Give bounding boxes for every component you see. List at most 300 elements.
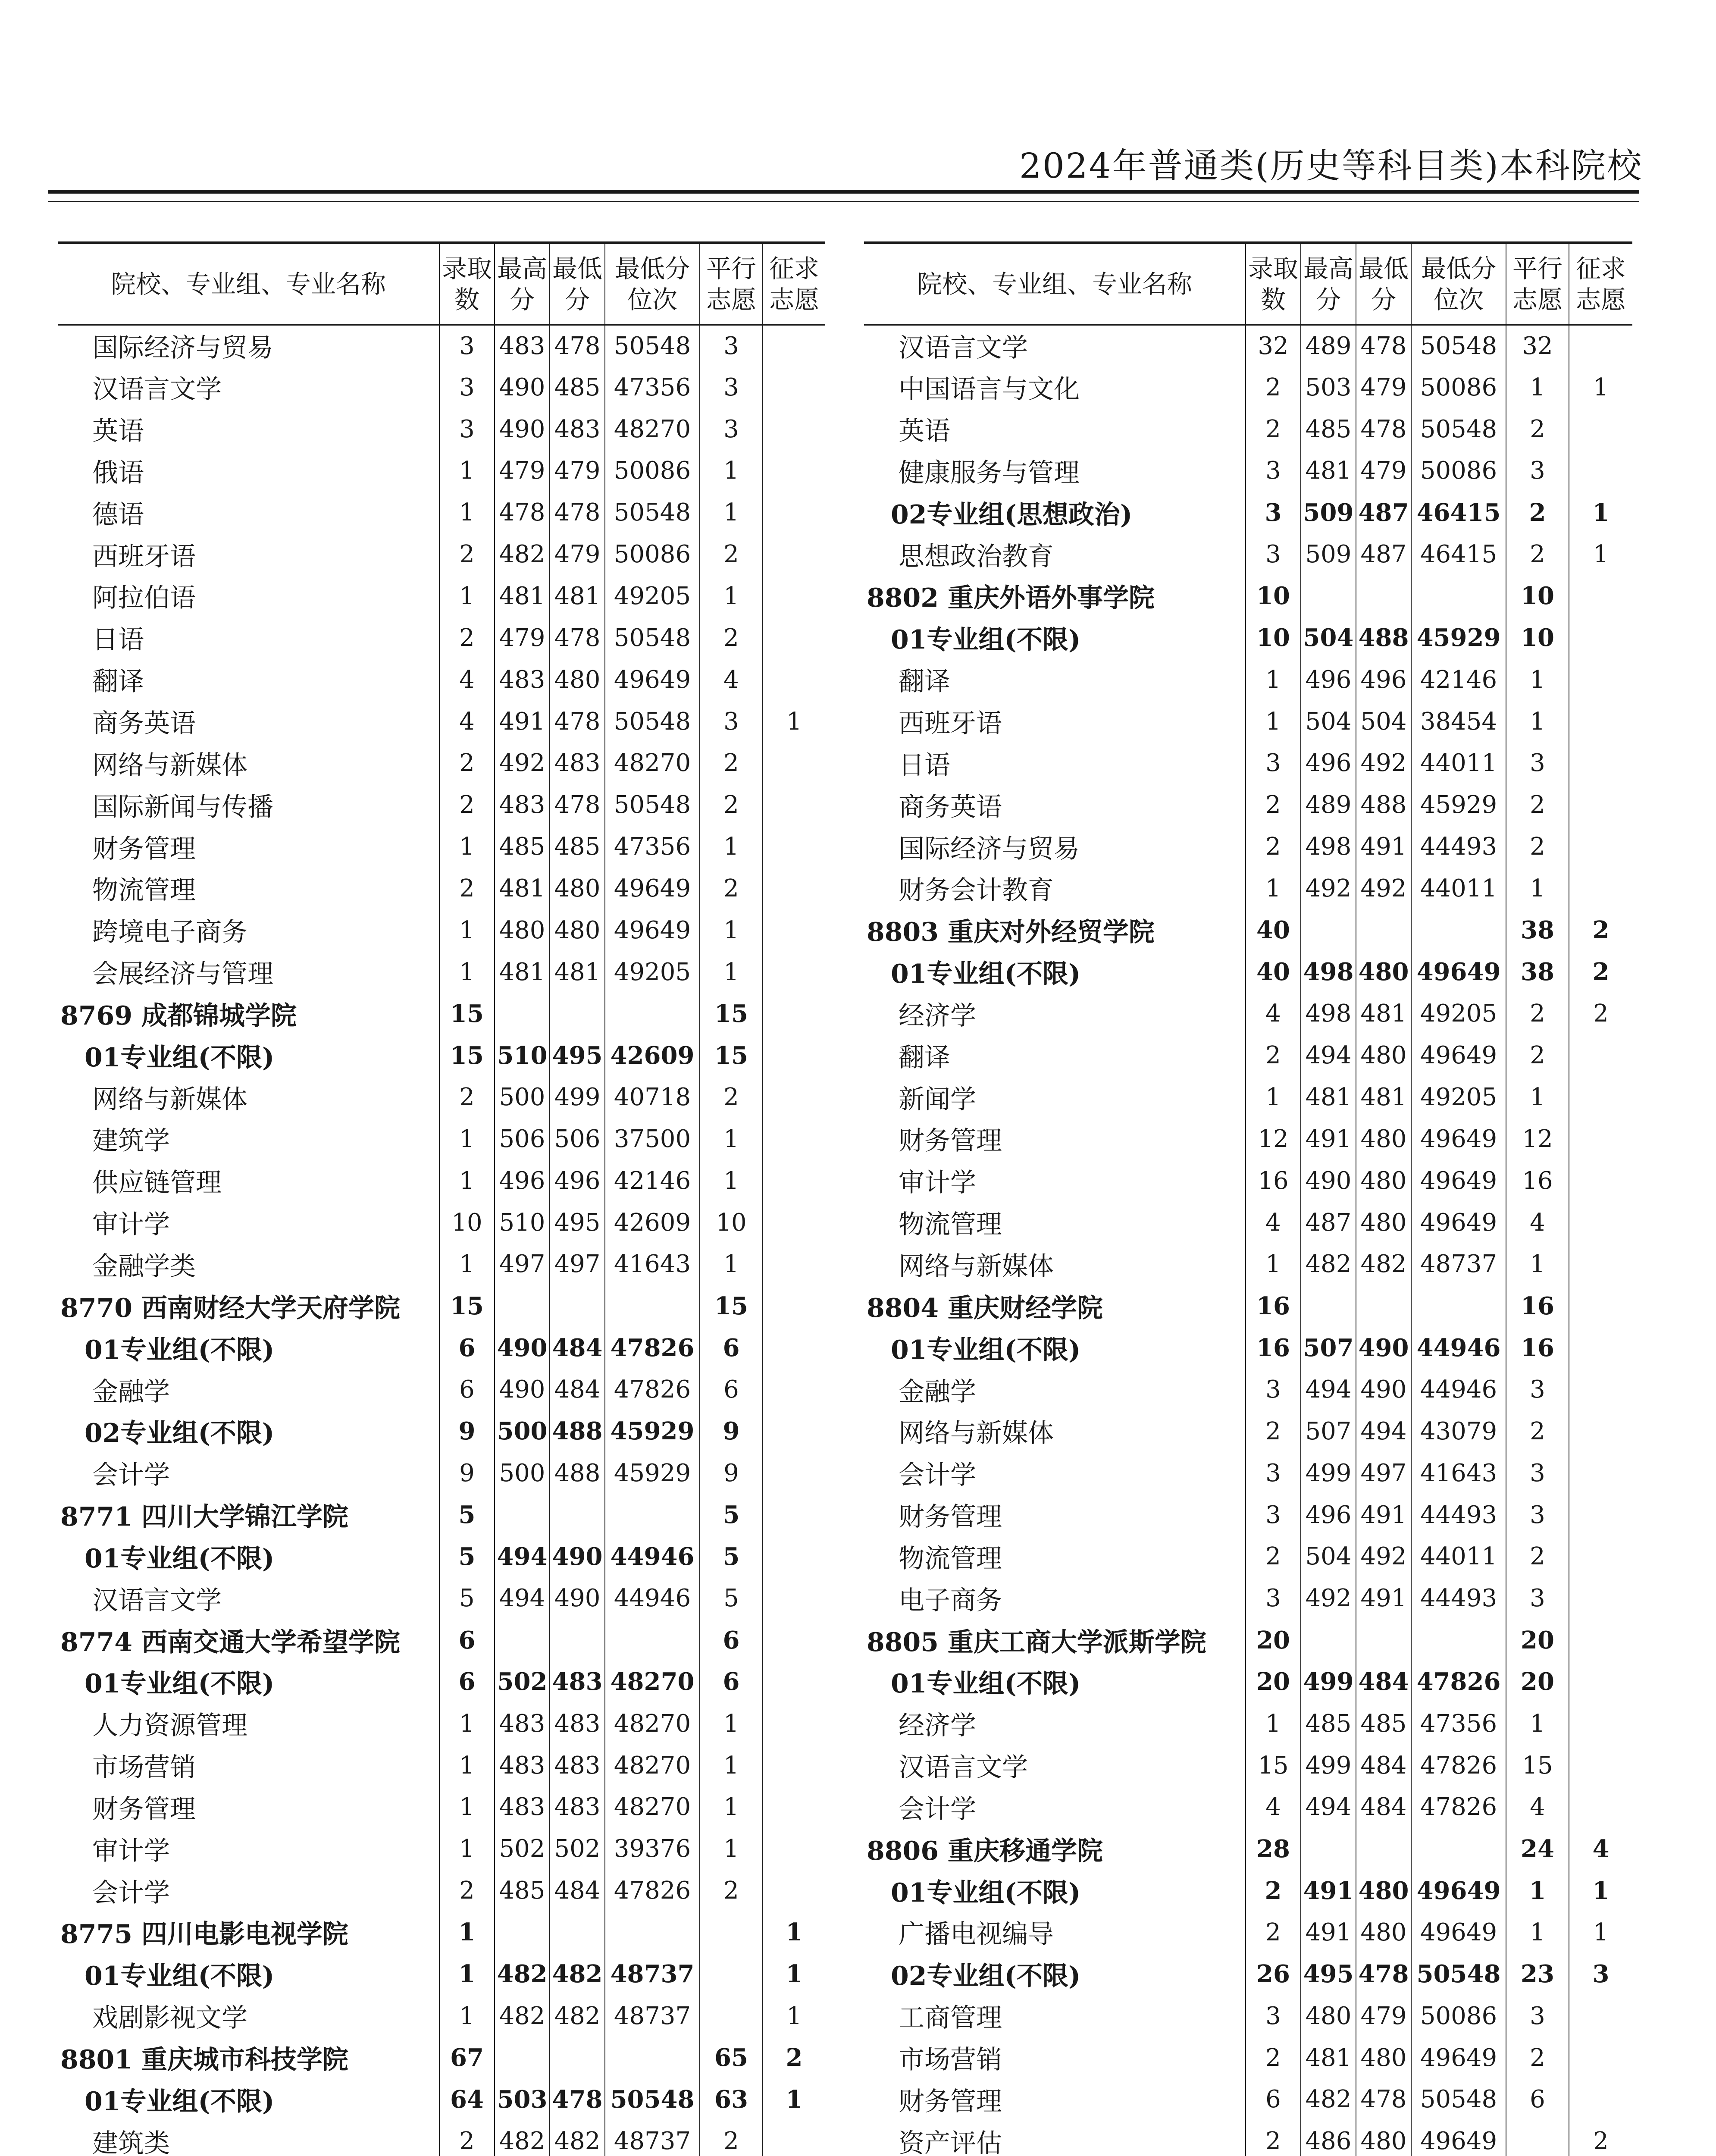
solicit-cell <box>1569 1285 1632 1327</box>
school-row <box>864 909 1632 951</box>
name-cell: 跨境电子商务 <box>92 917 247 948</box>
min-rank-cell: 48270 <box>605 1745 700 1786</box>
name-cell: 8806 重庆移通学院 <box>867 1836 1103 1866</box>
name-cell: 01专业组(不限) <box>85 1543 275 1574</box>
major-row <box>58 325 825 367</box>
major-row <box>864 533 1632 575</box>
solicit-cell <box>1569 575 1632 617</box>
min-rank-cell: 47826 <box>605 1870 700 1912</box>
min-score-cell: 485 <box>550 826 605 868</box>
max-score-cell: 489 <box>1301 325 1356 367</box>
admitted-cell: 2 <box>1246 2120 1301 2156</box>
parallel-cell: 3 <box>700 701 763 743</box>
admitted-cell: 67 <box>439 2037 495 2079</box>
min-rank-cell: 48270 <box>605 1786 700 1828</box>
parallel-cell: 1 <box>1506 868 1569 909</box>
min-rank-cell: 49649 <box>1411 1034 1506 1076</box>
min-score-cell: 479 <box>550 533 605 575</box>
parallel-cell: 15 <box>700 993 763 1035</box>
name-cell: 01专业组(不限) <box>85 1042 275 1073</box>
parallel-cell: 1 <box>700 1118 763 1160</box>
parallel-cell: 65 <box>700 2037 763 2079</box>
min-rank-cell: 47826 <box>1411 1661 1506 1703</box>
solicit-cell <box>1569 1577 1632 1619</box>
parallel-cell: 2 <box>700 2120 763 2156</box>
solicit-cell <box>763 1494 825 1536</box>
max-score-cell: 496 <box>1301 742 1356 784</box>
min-rank-cell: 48737 <box>605 1953 700 1995</box>
major-row <box>58 2120 825 2156</box>
max-score-cell: 490 <box>495 1369 550 1410</box>
parallel-cell: 3 <box>700 325 763 367</box>
name-cell: 翻译 <box>92 667 144 697</box>
major-row <box>864 1745 1632 1786</box>
min-rank-cell <box>605 1619 700 1661</box>
max-score-cell <box>1301 1619 1356 1661</box>
solicit-cell <box>1569 1160 1632 1202</box>
solicit-cell <box>763 1076 825 1118</box>
min-score-cell: 497 <box>1356 1452 1411 1494</box>
solicit-cell <box>763 1745 825 1786</box>
min-rank-cell: 45929 <box>605 1410 700 1452</box>
admitted-cell: 2 <box>439 617 495 659</box>
major-group-row <box>58 1327 825 1369</box>
name-cell: 8769 成都锦城学院 <box>60 1000 297 1031</box>
min-rank-cell: 50548 <box>605 2078 700 2120</box>
max-score-cell <box>1301 1285 1356 1327</box>
min-score-cell: 484 <box>550 1369 605 1410</box>
min-rank-cell: 49649 <box>605 868 700 909</box>
min-rank-cell: 44946 <box>605 1536 700 1577</box>
admitted-cell: 3 <box>439 367 495 408</box>
min-rank-cell: 50086 <box>605 450 700 492</box>
min-score-cell: 484 <box>1356 1786 1411 1828</box>
max-score-cell: 494 <box>495 1536 550 1577</box>
admitted-cell: 1 <box>439 826 495 868</box>
col-header-max-score: 最高分 <box>495 243 550 325</box>
min-rank-cell: 44011 <box>1411 1536 1506 1577</box>
admitted-cell: 2 <box>439 533 495 575</box>
min-score-cell: 478 <box>550 617 605 659</box>
solicit-cell <box>1569 1452 1632 1494</box>
parallel-cell: 10 <box>1506 617 1569 659</box>
major-group-row <box>864 492 1632 533</box>
admitted-cell: 2 <box>1246 1034 1301 1076</box>
name-cell: 戏剧影视文学 <box>92 2003 247 2034</box>
max-score-cell: 483 <box>495 1745 550 1786</box>
solicit-cell <box>763 1619 825 1661</box>
min-rank-cell: 49205 <box>605 951 700 993</box>
max-score-cell: 485 <box>495 1870 550 1912</box>
min-score-cell: 491 <box>1356 1494 1411 1536</box>
parallel-cell: 24 <box>1506 1828 1569 1870</box>
min-score-cell: 482 <box>550 1995 605 2037</box>
max-score-cell: 500 <box>495 1410 550 1452</box>
min-score-cell: 487 <box>1356 492 1411 533</box>
admitted-cell: 9 <box>439 1410 495 1452</box>
min-rank-cell: 46415 <box>1411 533 1506 575</box>
solicit-cell <box>1569 659 1632 701</box>
major-row <box>864 1244 1632 1285</box>
solicit-cell <box>1569 1661 1632 1703</box>
major-row <box>864 450 1632 492</box>
major-row <box>864 2078 1632 2120</box>
max-score-cell: 482 <box>495 1953 550 1995</box>
major-row <box>864 1494 1632 1536</box>
school-row <box>58 2037 825 2079</box>
major-row <box>58 617 825 659</box>
admitted-cell: 1 <box>439 492 495 533</box>
admitted-cell: 10 <box>1246 617 1301 659</box>
name-cell: 02专业组(不限) <box>891 1961 1081 1992</box>
max-score-cell: 490 <box>495 408 550 450</box>
max-score-cell: 510 <box>495 1202 550 1244</box>
solicit-cell <box>763 325 825 367</box>
major-group-row <box>58 1536 825 1577</box>
min-score-cell: 478 <box>550 701 605 743</box>
major-row <box>58 868 825 909</box>
name-cell: 8803 重庆对外经贸学院 <box>867 917 1155 948</box>
solicit-cell <box>763 868 825 909</box>
parallel-cell: 1 <box>1506 1244 1569 1285</box>
parallel-cell: 1 <box>1506 1703 1569 1745</box>
name-cell: 中国语言与文化 <box>899 374 1080 405</box>
solicit-cell <box>1569 2078 1632 2120</box>
min-rank-cell: 49649 <box>1411 1912 1506 1953</box>
max-score-cell <box>495 1619 550 1661</box>
min-rank-cell: 49205 <box>1411 993 1506 1035</box>
max-score-cell: 482 <box>495 2120 550 2156</box>
parallel-cell <box>700 1995 763 2037</box>
admitted-cell: 15 <box>439 1034 495 1076</box>
name-cell: 审计学 <box>899 1168 976 1198</box>
major-group-row <box>864 1327 1632 1369</box>
name-cell: 网络与新媒体 <box>899 1251 1054 1282</box>
admitted-cell: 1 <box>1246 868 1301 909</box>
min-rank-cell: 44493 <box>1411 826 1506 868</box>
min-rank-cell: 47356 <box>1411 1703 1506 1745</box>
major-row <box>864 1202 1632 1244</box>
min-rank-cell: 42146 <box>1411 659 1506 701</box>
admitted-cell: 1 <box>439 951 495 993</box>
min-rank-cell: 42609 <box>605 1034 700 1076</box>
min-rank-cell: 49649 <box>1411 1160 1506 1202</box>
name-cell: 8804 重庆财经学院 <box>867 1293 1103 1323</box>
parallel-cell: 2 <box>1506 1536 1569 1577</box>
major-row <box>864 742 1632 784</box>
name-cell: 国际经济与贸易 <box>92 333 273 364</box>
name-cell: 市场营销 <box>899 2045 1002 2075</box>
admitted-cell: 2 <box>439 868 495 909</box>
min-score-cell: 488 <box>550 1452 605 1494</box>
min-score-cell <box>550 1285 605 1327</box>
header-rule-thick <box>48 190 1639 194</box>
min-rank-cell: 50086 <box>1411 450 1506 492</box>
min-score-cell <box>1356 1828 1411 1870</box>
solicit-cell <box>763 1703 825 1745</box>
name-cell: 网络与新媒体 <box>899 1418 1054 1449</box>
parallel-cell: 1 <box>1506 1912 1569 1953</box>
max-score-cell: 481 <box>1301 2037 1356 2079</box>
max-score-cell: 481 <box>495 951 550 993</box>
max-score-cell: 507 <box>1301 1327 1356 1369</box>
min-rank-cell: 40718 <box>605 1076 700 1118</box>
major-row <box>58 1786 825 1828</box>
min-score-cell <box>550 2037 605 2079</box>
admitted-cell: 2 <box>1246 784 1301 826</box>
major-row <box>58 1745 825 1786</box>
col-header-min-rank: 最低分位次 <box>605 243 700 325</box>
parallel-cell: 3 <box>1506 1577 1569 1619</box>
col-header-min-rank: 最低分位次 <box>1411 243 1506 325</box>
parallel-cell: 1 <box>700 1786 763 1828</box>
parallel-cell: 38 <box>1506 951 1569 993</box>
max-score-cell: 482 <box>1301 1244 1356 1285</box>
solicit-cell: 1 <box>763 701 825 743</box>
max-score-cell: 496 <box>495 1160 550 1202</box>
name-cell: 01专业组(不限) <box>85 1335 275 1365</box>
max-score-cell: 491 <box>495 701 550 743</box>
max-score-cell: 492 <box>1301 868 1356 909</box>
min-score-cell: 484 <box>550 1870 605 1912</box>
name-cell: 财务管理 <box>92 834 196 864</box>
name-cell: 汉语言文学 <box>899 1752 1028 1783</box>
major-group-row <box>58 2078 825 2120</box>
name-cell: 财务会计教育 <box>899 875 1054 906</box>
parallel-cell: 1 <box>700 1160 763 1202</box>
min-score-cell: 488 <box>1356 617 1411 659</box>
parallel-cell: 1 <box>700 826 763 868</box>
solicit-cell: 1 <box>763 1953 825 1995</box>
max-score-cell: 494 <box>1301 1786 1356 1828</box>
min-score-cell: 492 <box>1356 742 1411 784</box>
admitted-cell: 2 <box>439 2120 495 2156</box>
admitted-cell: 1 <box>439 1786 495 1828</box>
min-rank-cell <box>1411 1828 1506 1870</box>
header-rule-thin <box>48 201 1639 202</box>
admitted-cell: 26 <box>1246 1953 1301 1995</box>
parallel-cell: 3 <box>1506 450 1569 492</box>
min-score-cell: 497 <box>550 1244 605 1285</box>
parallel-cell: 4 <box>1506 1786 1569 1828</box>
solicit-cell: 1 <box>1569 533 1632 575</box>
name-cell: 会计学 <box>92 1877 170 1908</box>
school-row <box>58 993 825 1035</box>
admitted-cell: 3 <box>1246 742 1301 784</box>
name-cell: 8770 西南财经大学天府学院 <box>60 1293 400 1323</box>
parallel-cell: 6 <box>700 1327 763 1369</box>
min-score-cell: 482 <box>550 1953 605 1995</box>
solicit-cell: 1 <box>763 1995 825 2037</box>
col-header-name: 院校、专业组、专业名称 <box>864 243 1246 325</box>
admitted-cell: 2 <box>439 1076 495 1118</box>
major-row <box>58 1202 825 1244</box>
min-rank-cell <box>605 1494 700 1536</box>
admitted-cell: 1 <box>439 1703 495 1745</box>
admitted-cell: 1 <box>439 575 495 617</box>
name-cell: 工商管理 <box>899 2003 1002 2034</box>
major-row <box>58 1577 825 1619</box>
major-row <box>864 1912 1632 1953</box>
parallel-cell: 2 <box>1506 784 1569 826</box>
parallel-cell: 3 <box>1506 1452 1569 1494</box>
solicit-cell <box>1569 1369 1632 1410</box>
admitted-cell: 6 <box>439 1327 495 1369</box>
min-score-cell: 483 <box>550 742 605 784</box>
parallel-cell: 2 <box>700 868 763 909</box>
max-score-cell: 492 <box>495 742 550 784</box>
max-score-cell: 499 <box>1301 1452 1356 1494</box>
name-cell: 01专业组(不限) <box>891 625 1081 655</box>
min-rank-cell: 49649 <box>1411 1870 1506 1912</box>
major-row <box>864 993 1632 1035</box>
solicit-cell: 2 <box>1569 951 1632 993</box>
min-rank-cell <box>605 993 700 1035</box>
name-cell: 资产评估 <box>899 2128 1002 2156</box>
min-rank-cell: 50548 <box>605 784 700 826</box>
max-score-cell: 483 <box>495 784 550 826</box>
min-score-cell: 491 <box>1356 1577 1411 1619</box>
min-rank-cell: 49205 <box>605 575 700 617</box>
name-cell: 8774 西南交通大学希望学院 <box>60 1627 400 1658</box>
solicit-cell: 2 <box>763 2037 825 2079</box>
major-row <box>58 1244 825 1285</box>
name-cell: 金融学 <box>899 1376 976 1407</box>
min-rank-cell: 50086 <box>1411 1995 1506 2037</box>
min-rank-cell: 49205 <box>1411 1076 1506 1118</box>
min-rank-cell: 49649 <box>1411 2120 1506 2156</box>
min-score-cell: 483 <box>550 1786 605 1828</box>
parallel-cell: 1 <box>700 1703 763 1745</box>
solicit-cell <box>763 533 825 575</box>
parallel-cell: 5 <box>700 1536 763 1577</box>
max-score-cell: 509 <box>1301 533 1356 575</box>
solicit-cell <box>763 993 825 1035</box>
solicit-cell <box>1569 742 1632 784</box>
solicit-cell <box>763 784 825 826</box>
min-rank-cell: 50086 <box>1411 367 1506 408</box>
max-score-cell <box>495 2037 550 2079</box>
col-header-max-score: 最高分 <box>1301 243 1356 325</box>
parallel-cell: 2 <box>1506 826 1569 868</box>
admitted-cell: 1 <box>439 1160 495 1202</box>
admitted-cell: 1 <box>1246 701 1301 743</box>
name-cell: 02专业组(思想政治) <box>891 499 1133 530</box>
admitted-cell: 16 <box>1246 1160 1301 1202</box>
admitted-cell: 1 <box>439 1953 495 1995</box>
admitted-cell: 4 <box>1246 1202 1301 1244</box>
major-group-row <box>58 1410 825 1452</box>
min-score-cell: 480 <box>1356 2120 1411 2156</box>
col-header-admitted: 录取数 <box>1246 243 1301 325</box>
parallel-cell: 3 <box>1506 1369 1569 1410</box>
solicit-cell <box>763 1202 825 1244</box>
parallel-cell: 1 <box>1506 1076 1569 1118</box>
admitted-cell: 1 <box>439 909 495 951</box>
min-score-cell: 482 <box>1356 1244 1411 1285</box>
solicit-cell <box>763 742 825 784</box>
parallel-cell: 9 <box>700 1452 763 1494</box>
admitted-cell: 2 <box>1246 826 1301 868</box>
min-rank-cell: 45929 <box>1411 784 1506 826</box>
max-score-cell: 500 <box>495 1076 550 1118</box>
min-rank-cell: 44011 <box>1411 742 1506 784</box>
major-row <box>58 909 825 951</box>
solicit-cell <box>1569 1034 1632 1076</box>
solicit-cell: 2 <box>1569 993 1632 1035</box>
parallel-cell <box>700 1912 763 1953</box>
solicit-cell <box>763 826 825 868</box>
name-cell: 翻译 <box>899 667 950 697</box>
admitted-cell: 2 <box>1246 1870 1301 1912</box>
major-row <box>58 1118 825 1160</box>
name-cell: 广播电视编导 <box>899 1919 1054 1950</box>
name-cell: 8805 重庆工商大学派斯学院 <box>867 1627 1206 1658</box>
solicit-cell <box>763 1034 825 1076</box>
parallel-cell: 2 <box>1506 408 1569 450</box>
min-rank-cell: 49649 <box>1411 1118 1506 1160</box>
min-score-cell: 481 <box>1356 1076 1411 1118</box>
solicit-cell: 1 <box>763 1912 825 1953</box>
solicit-cell: 1 <box>1569 492 1632 533</box>
major-row <box>58 450 825 492</box>
name-cell: 物流管理 <box>899 1210 1002 1240</box>
major-row <box>864 1452 1632 1494</box>
min-rank-cell <box>605 2037 700 2079</box>
min-rank-cell: 48270 <box>605 1703 700 1745</box>
min-score-cell <box>1356 1619 1411 1661</box>
parallel-cell: 23 <box>1506 1953 1569 1995</box>
min-score-cell: 481 <box>1356 993 1411 1035</box>
name-cell: 供应链管理 <box>92 1168 222 1198</box>
solicit-cell <box>1569 1076 1632 1118</box>
admitted-cell: 3 <box>1246 1494 1301 1536</box>
name-cell: 阿拉伯语 <box>92 583 196 614</box>
solicit-cell <box>763 1369 825 1410</box>
admitted-cell: 10 <box>439 1202 495 1244</box>
major-row <box>58 1703 825 1745</box>
name-cell: 网络与新媒体 <box>92 750 247 780</box>
max-score-cell: 486 <box>1301 2120 1356 2156</box>
name-cell: 建筑学 <box>92 1126 170 1156</box>
solicit-cell <box>1569 1410 1632 1452</box>
solicit-cell: 1 <box>1569 1912 1632 1953</box>
min-rank-cell: 45929 <box>605 1452 700 1494</box>
admitted-cell: 1 <box>439 450 495 492</box>
max-score-cell: 485 <box>1301 408 1356 450</box>
min-score-cell: 488 <box>1356 784 1411 826</box>
min-rank-cell: 50548 <box>605 701 700 743</box>
major-row <box>58 367 825 408</box>
major-row <box>58 492 825 533</box>
admitted-cell: 9 <box>439 1452 495 1494</box>
min-score-cell: 479 <box>550 450 605 492</box>
parallel-cell: 5 <box>700 1577 763 1619</box>
min-score-cell: 496 <box>1356 659 1411 701</box>
min-score-cell: 490 <box>1356 1327 1411 1369</box>
name-cell: 西班牙语 <box>92 541 196 572</box>
major-row <box>58 701 825 743</box>
major-group-row <box>864 617 1632 659</box>
max-score-cell <box>1301 1828 1356 1870</box>
parallel-cell: 6 <box>700 1619 763 1661</box>
min-rank-cell: 49649 <box>1411 1202 1506 1244</box>
min-rank-cell: 44946 <box>1411 1327 1506 1369</box>
parallel-cell: 2 <box>700 617 763 659</box>
max-score-cell: 483 <box>495 1703 550 1745</box>
parallel-cell: 2 <box>700 1076 763 1118</box>
admitted-cell: 1 <box>439 1828 495 1870</box>
